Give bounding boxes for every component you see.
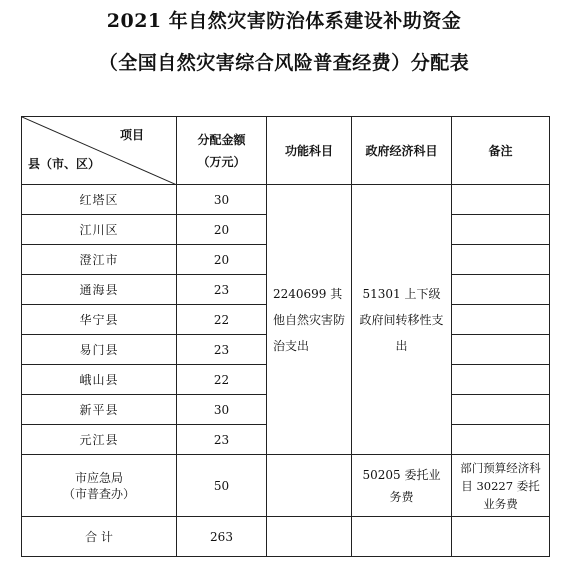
amount-cell: 23	[177, 425, 267, 455]
allocation-table	[21, 116, 550, 557]
diagonal-line	[22, 117, 177, 185]
county-name: 元江县	[22, 425, 177, 455]
remarks-cell	[452, 335, 550, 365]
remarks-cell	[452, 185, 550, 215]
county-name: 华宁县	[22, 305, 177, 335]
remarks-cell	[452, 395, 550, 425]
emergency-note-cell: 部门预算经济科目 30227 委托业务费	[452, 455, 550, 517]
amount-cell: 30	[177, 185, 267, 215]
emergency-name-line1: 市应急局	[74, 470, 123, 485]
amount-cell: 22	[177, 305, 267, 335]
emergency-name-cell	[22, 455, 177, 517]
header-amount-line1: 分配金额	[197, 132, 246, 147]
remarks-cell	[452, 275, 550, 305]
gov-econ-subject-cell: 51301 上下级政府间转移性支出	[352, 185, 452, 455]
table-row-total	[22, 517, 550, 557]
remarks-cell	[452, 365, 550, 395]
page-title-line1: 2021 年自然灾害防治体系建设补助资金	[106, 10, 462, 32]
amount-cell: 23	[177, 275, 267, 305]
page-title-line2: （全国自然灾害综合风险普查经费）分配表	[98, 52, 470, 74]
total-empty-function	[267, 517, 352, 557]
county-name: 江川区	[22, 215, 177, 245]
remarks-cell	[452, 305, 550, 335]
table-header-row	[22, 117, 550, 185]
amount-cell: 23	[177, 335, 267, 365]
remarks-cell	[452, 245, 550, 275]
county-name: 峨山县	[22, 365, 177, 395]
amount-cell: 22	[177, 365, 267, 395]
header-item-label: 项目	[119, 128, 144, 142]
amount-cell: 30	[177, 395, 267, 425]
county-name: 新平县	[22, 395, 177, 425]
county-name: 通海县	[22, 275, 177, 305]
remarks-cell	[452, 425, 550, 455]
amount-cell: 20	[177, 245, 267, 275]
amount-cell: 20	[177, 215, 267, 245]
total-label: 合 计	[22, 517, 177, 557]
county-name: 红塔区	[22, 185, 177, 215]
function-subject-cell: 2240699 其他自然灾害防治支出	[267, 185, 352, 455]
header-function-subject: 功能科目	[267, 117, 352, 185]
emergency-name-line2: （市普查办）	[62, 486, 135, 501]
header-county-label: 县（市、区）	[28, 157, 101, 171]
header-gov-econ-subject: 政府经济科目	[352, 117, 452, 185]
emergency-econ-cell: 50205 委托业务费	[352, 455, 452, 517]
total-empty-econ	[352, 517, 452, 557]
total-empty-remarks	[452, 517, 550, 557]
total-amount: 263	[177, 517, 267, 557]
county-name: 易门县	[22, 335, 177, 365]
header-amount	[177, 117, 267, 185]
diagonal-header-cell	[22, 117, 177, 185]
county-name: 澄江市	[22, 245, 177, 275]
table-row-emergency	[22, 455, 550, 517]
remarks-cell	[452, 215, 550, 245]
amount-cell: 50	[177, 455, 267, 517]
table-row	[22, 185, 550, 215]
function-subject-empty	[267, 455, 352, 517]
header-remarks: 备注	[452, 117, 550, 185]
header-amount-line2: （万元）	[197, 154, 246, 169]
